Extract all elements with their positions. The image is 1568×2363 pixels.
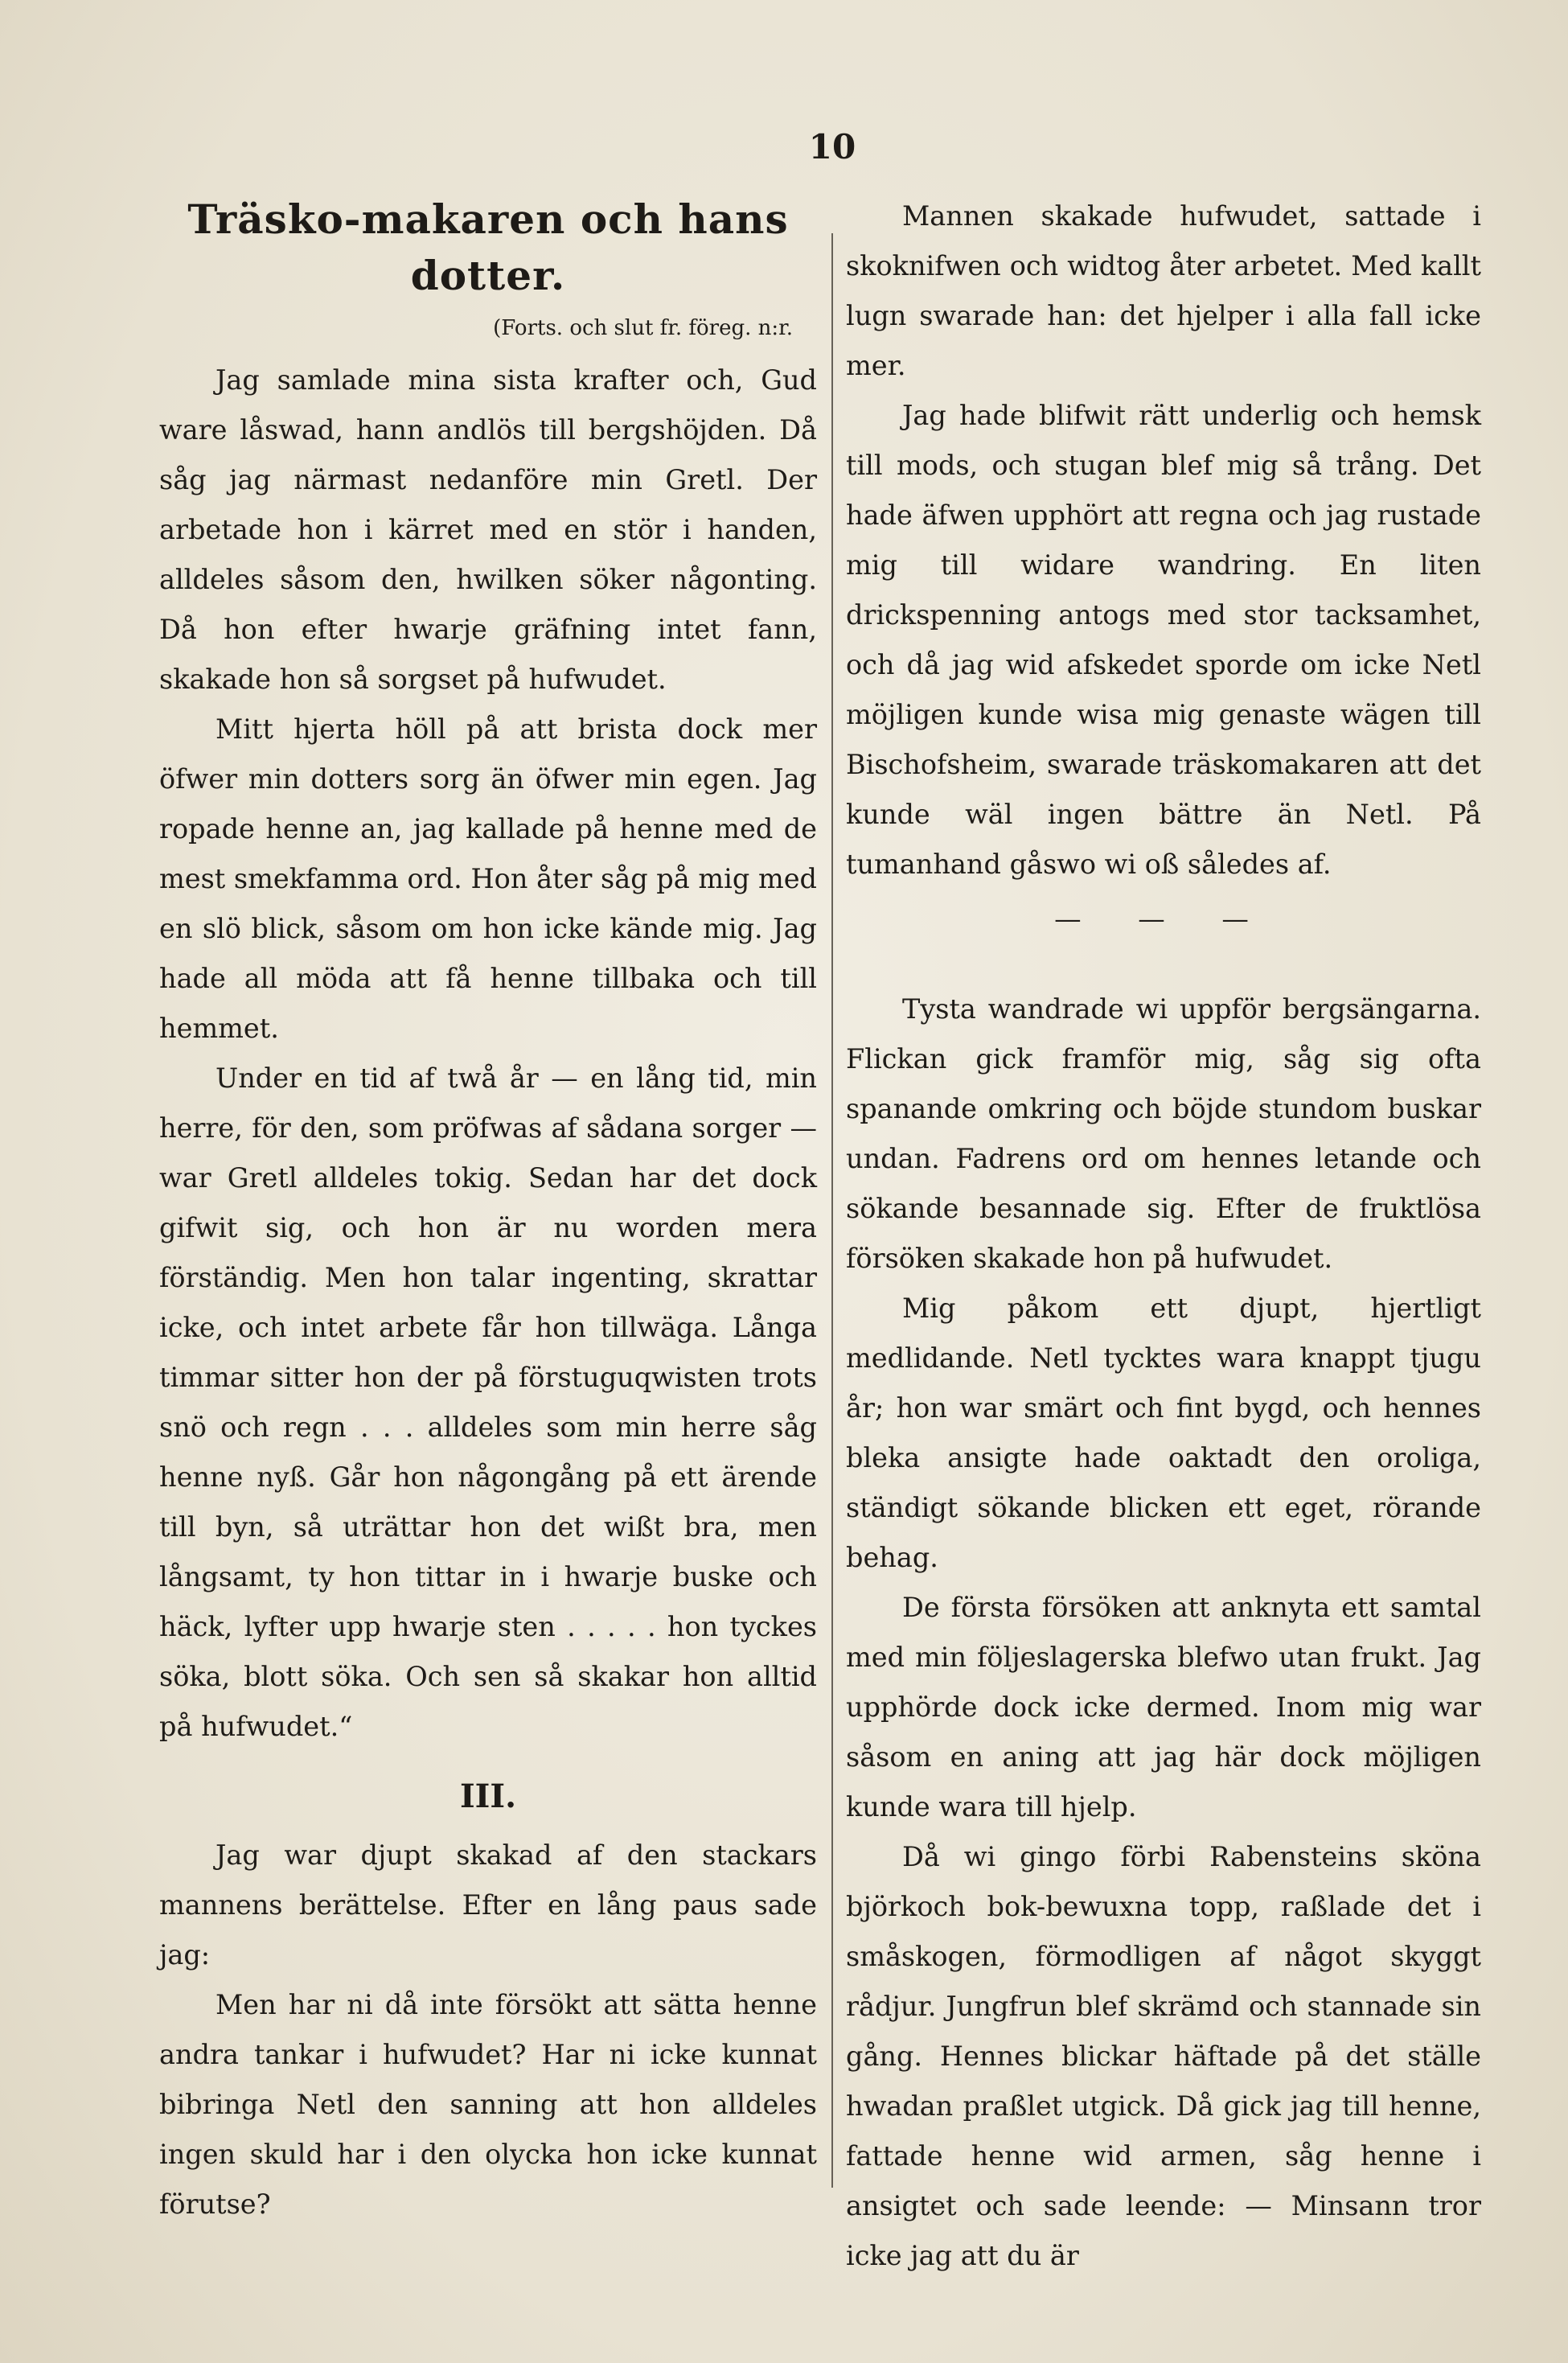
column-divider [831, 233, 833, 2188]
section-separator: — — — [1054, 903, 1273, 935]
paragraph: Jag samlade mina sista krafter och, Gud ware låswad, hann andlös till bergshöjden. Då såg jag närmast nedanföre min Gretl. Der arbetade hon i kärret med en stör i handen, alldeles såsom den, hwilken söker någonting. Då hon efter hwarje gräfning intet fann, skakade hon så sorgset på hufwudet. [159, 364, 817, 695]
article-title: Träsko-makaren och hans dotter. [187, 195, 789, 299]
paragraph: Mig påkom ett djupt, hjertligt medlidande. Netl tycktes wara knappt tjugu år; hon war smärt och fint bygd, och hennes bleka ansigte hade oaktadt den oroliga, ständigt sökande blicken ett eget, rörande behag. [846, 1292, 1481, 1573]
paragraph: De första försöken att anknyta ett samtal med min följeslagerska blefwo utan frukt. Jag upphörde dock icke dermed. Inom mig war såsom en aning att jag här dock möjligen kunde wara till hjelp. [846, 1592, 1481, 1823]
paragraph: Jag war djupt skakad af den stackars mannens berättelse. Efter en lång paus sade jag: [159, 1839, 817, 1971]
paragraph: Under en tid af twå år — en lång tid, min herre, för den, som pröfwas af sådana sorger — war Gretl alldeles tokig. Sedan har det dock gifwit sig, och hon är nu worden mera förständig. Men hon talar ingenting, skrattar icke, och intet arbete får hon tillwäga. Långa timmar sitter hon der på förstuguqwisten trots snö och regn . . . alldeles som min herre såg henne nyß. Går hon någongång på ett ärende till byn, så uträttar hon det wißt bra, men långsamt, ty hon tittar in i hwarje buske och häck, lyfter upp hwarje sten . . . . . hon tyckes söka, blott söka. Och sen så skakar hon alltid på hufwudet.“ [159, 1062, 817, 1742]
paragraph: Då wi gingo förbi Rabensteins sköna björkoch bok-bewuxna topp, raßlade det i småskogen, förmodligen af något skyggt rådjur. Jungfrun blef skrämd och stannade sin gång. Hennes blickar häftade på det ställe hwadan praßlet utgick. Då gick jag till henne, fattade henne wid armen, såg henne i ansigtet och sade leende: — Minsann tror icke jag att du är [846, 1841, 1481, 2271]
paragraph: Mannen skakade hufwudet, sattade i skoknifwen och widtog åter arbetet. Med kallt lugn swarade han: det hjelper i alla fall icke mer. [846, 200, 1481, 381]
section-heading: III. [459, 1777, 517, 1815]
paragraph: Tysta wandrade wi uppför bergsängarna. Flickan gick framför mig, såg sig ofta spanande omkring och böjde stundom buskar undan. Fadrens ord om hennes letande och sökande besannade sig. Efter de fruktlösa försöken skakade hon på hufwudet. [846, 993, 1481, 1274]
page-number: 10 [808, 127, 856, 166]
continuation-note: (Forts. och slut fr. föreg. n:r. [493, 316, 793, 340]
paragraph: Jag hade blifwit rätt underlig och hemsk till mods, och stugan blef mig så trång. Det hade äfwen upphört att regna och jag rustade mig till widare wandring. En liten drickspenning antogs med stor tacksamhet, och då jag wid afskedet sporde om icke Netl möjligen kunde wisa mig genaste wägen till Bischofsheim, swarade träskomakaren att det kunde wäl ingen bättre än Netl. På tumanhand gåswo wi oß således af. [846, 400, 1481, 880]
paragraph: Mitt hjerta höll på att brista dock mer öfwer min dotters sorg än öfwer min egen. Jag ropade henne an, jag kallade på henne med de mest smekfamma ord. Hon åter såg på mig med en slö blick, såsom om hon icke kände mig. Jag hade all möda att få henne tillbaka och till hemmet. [159, 713, 817, 1044]
paragraph: Men har ni då inte försökt att sätta henne andra tankar i hufwudet? Har ni icke kunnat bibringa Netl den sanning att hon alldeles ingen skuld har i den olycka hon icke kunnat förutse? [159, 1989, 817, 2220]
right-column [846, 191, 1481, 2281]
left-column [159, 191, 817, 2229]
